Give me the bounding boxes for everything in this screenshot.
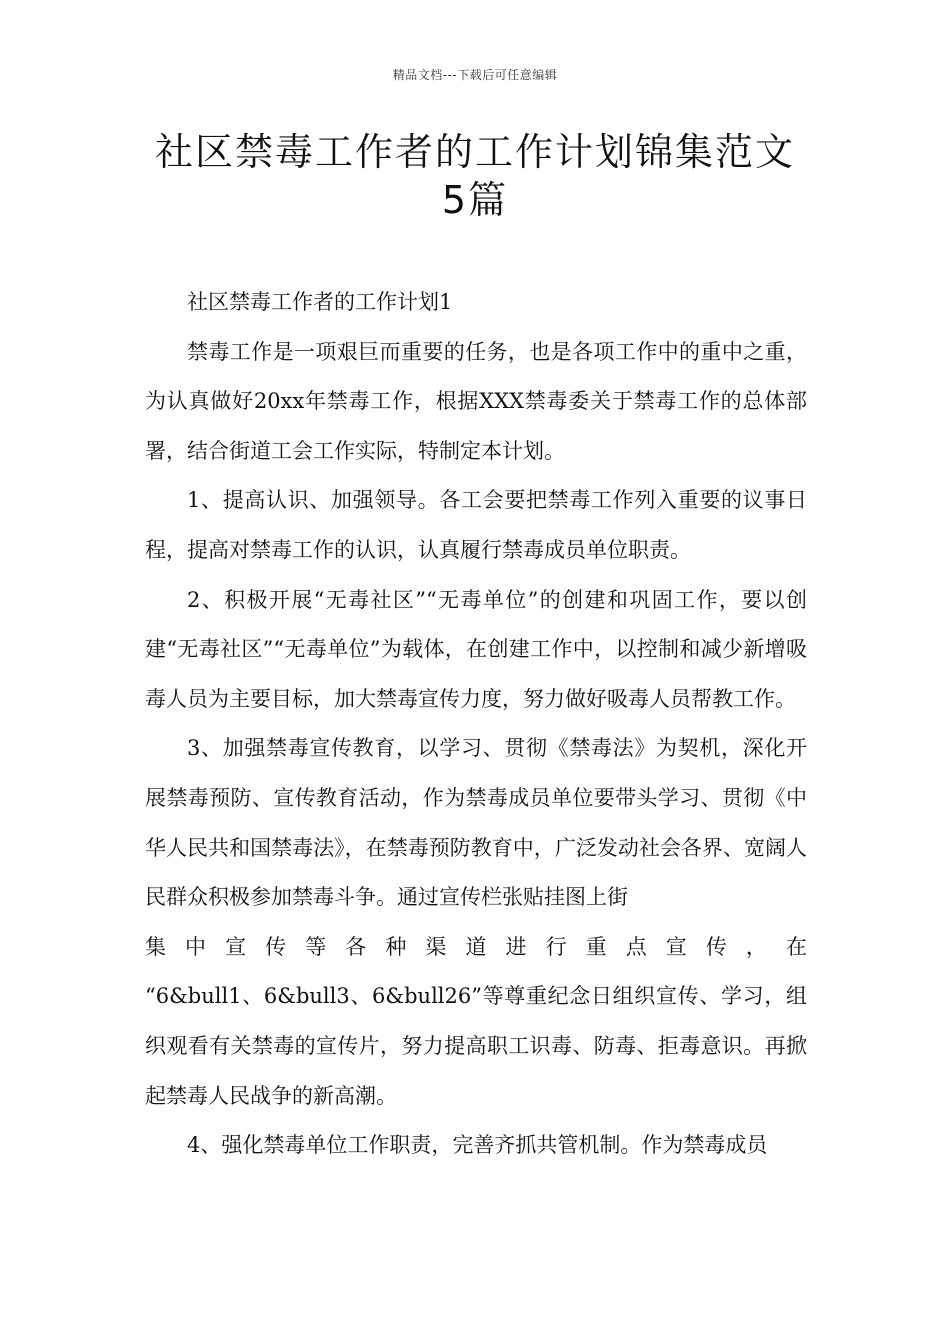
section-heading: 社区禁毒工作者的工作计划1 <box>187 290 453 314</box>
document-body <box>145 278 807 1171</box>
paragraph-item-3-spaced-line: 集 中 宣 传 等 各 种 渠 道 进 行 重 点 宣 传 ， 在 <box>145 934 807 959</box>
paragraph-item-3-continued: “6&bull1、6&bull3、6&bull26”等尊重纪念日组织宣传、学习，组织观看有关禁毒的宣传片，努力提高职工识毒、防毒、拒毒意识。再掀起禁毒人民战争的新高潮。 <box>145 984 807 1108</box>
paragraph-intro: 禁毒工作是一项艰巨而重要的任务，也是各项工作中的重中之重，为认真做好20xx年禁毒工作，根据XXX禁毒委关于禁毒工作的总体部署，结合街道工会工作实际，特制定本计划。 <box>145 339 807 463</box>
paragraph-item-3: 3、加强禁毒宣传教育，以学习、贯彻《禁毒法》为契机，深化开展禁毒预防、宣传教育活动，作为禁毒成员单位要带头学习、贯彻《中华人民共和国禁毒法》，在禁毒预防教育中，广泛发动社会各界、宽阔人民群众积极参加禁毒斗争。通过宣传栏张贴挂图上街 <box>145 736 807 910</box>
paragraph-item-2: 2、积极开展“无毒社区”“无毒单位”的创建和巩固工作，要以创建“无毒社区”“无毒单位”为载体，在创建工作中，以控制和减少新增吸毒人员为主要目标，加大禁毒宣传力度，努力做好吸毒人员帮教工作。 <box>145 587 807 711</box>
paragraph-item-4: 4、强化禁毒单位工作职责，完善齐抓共管机制。作为禁毒成员 <box>187 1133 768 1158</box>
document-title: 社区禁毒工作者的工作计划锦集范文5篇 <box>154 130 795 222</box>
header-note: 精品文档---下载后可任意编辑 <box>392 68 558 82</box>
paragraph-item-1: 1、提高认识、加强领导。各工会要把禁毒工作列入重要的议事日程，提高对禁毒工作的认识，认真履行禁毒成员单位职责。 <box>145 488 807 562</box>
